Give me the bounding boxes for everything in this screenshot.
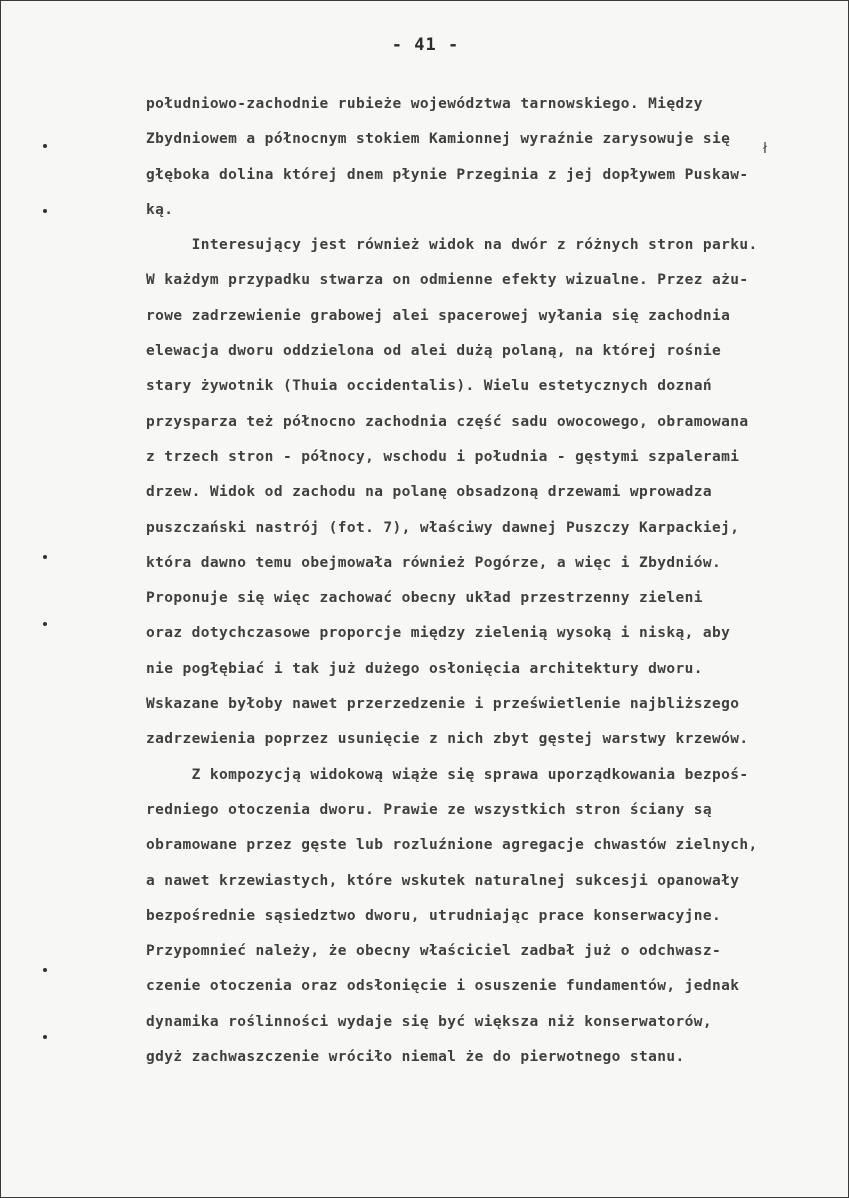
text-line: elewacja dworu oddzielona od alei dużą polaną, na której rośnie (146, 343, 722, 360)
text-line: W każdym przypadku stwarza on odmienne efekty wizualne. Przez ażu- (146, 272, 749, 289)
text-line: ką. (146, 201, 174, 218)
margin-dot (43, 968, 47, 972)
text-line: a nawet krzewiastych, które wskutek naturalnej sukcesji opanowały (146, 872, 740, 889)
text-line: gdyż zachwaszczenie wróciło niemal że do pierwotnego stanu. (146, 1049, 685, 1066)
handwritten-correction-mark: ł (763, 141, 767, 157)
text-line: zadrzewienia poprzez usunięcie z nich zbyt gęstej warstwy krzewów. (146, 731, 749, 748)
text-line: Proponuje się więc zachować obecny układ przestrzenny zieleni (146, 590, 703, 607)
text-line: która dawno temu obejmowała również Pogórze, a więc i Zbydniów. (146, 554, 722, 571)
margin-dot (43, 209, 47, 213)
text-line: nie pogłębiać i tak już dużego osłonięcia architektury dworu. (146, 660, 703, 677)
text-line: z trzech stron - północy, wschodu i południa - gęstymi szpalerami (146, 448, 740, 465)
text-line: południowo-zachodnie rubieże województwa tarnowskiego. Między (146, 96, 703, 112)
margin-dot (43, 1035, 47, 1039)
text-line: głęboka dolina której dnem płynie Przeginia z jej dopływem Puskaw- (146, 166, 749, 183)
text-line: Wskazane byłoby nawet przerzedzenie i prześwietlenie najbliższego (146, 696, 740, 713)
body-text (146, 87, 846, 1075)
margin-dot (43, 555, 47, 559)
text-line: rowe zadrzewienie grabowej alei spacerowej wyłania się zachodnia (146, 307, 731, 324)
text-line: redniego otoczenia dworu. Prawie ze wszystkich stron ściany są (146, 801, 713, 818)
text-line: Z kompozycją widokową wiąże się sprawa uporządkowania bezpoś- (146, 766, 749, 783)
text-line: Zbydniowem a północnym stokiem Kamionnej wyraźnie zarysowuje się (146, 131, 731, 148)
text-line: oraz dotychczasowe proporcje między zielenią wysoką i niską, aby (146, 625, 731, 642)
text-line: puszczański nastrój (fot. 7), właściwy dawnej Puszczy Karpackiej, (146, 519, 740, 536)
margin-dot (43, 622, 47, 626)
page-number: - 41 - (391, 35, 460, 55)
text-line: bezpośrednie sąsiedztwo dworu, utrudniając prace konserwacyjne. (146, 907, 722, 924)
text-line: czenie otoczenia oraz odsłonięcie i osuszenie fundamentów, jednak (146, 978, 740, 995)
text-line: obramowane przez gęste lub rozluźnione agregacje chwastów zielnych, (146, 837, 758, 854)
text-line: przysparza też północno zachodnia część sadu owocowego, obramowana (146, 413, 749, 430)
margin-dot (43, 144, 47, 148)
text-line: Interesujący jest również widok na dwór z różnych stron parku. (146, 237, 758, 254)
text-line: dynamika roślinności wydaje się być większa niż konserwatorów, (146, 1013, 713, 1030)
text-line: stary żywotnik (Thuia occidentalis). Wielu estetycznych doznań (146, 378, 713, 395)
text-line: drzew. Widok od zachodu na polanę obsadzoną drzewami wprowadza (146, 484, 713, 501)
text-line: Przypomnieć należy, że obecny właściciel zadbał już o odchwasz- (146, 943, 722, 960)
